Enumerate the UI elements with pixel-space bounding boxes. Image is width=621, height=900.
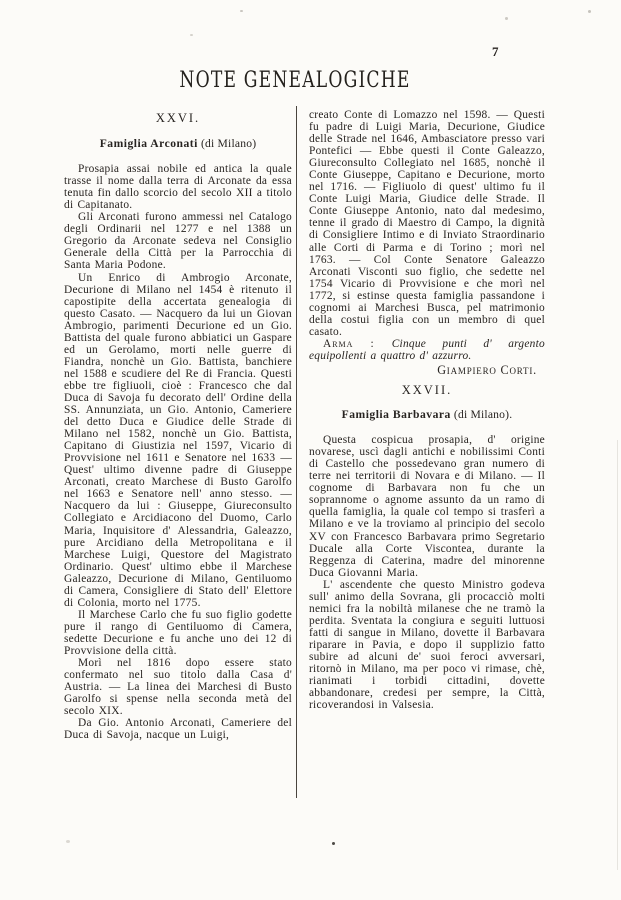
scan-speck <box>190 34 193 36</box>
paragraph: Morì nel 1816 dopo essere stato confermato nel suo titolo dalla Casa d' Austria. — La linea dei Marchesi di Busto Garolfo si spense nella seconda metà del secolo XIX. <box>64 657 292 718</box>
arma-paragraph <box>309 338 545 362</box>
column-divider <box>296 106 297 798</box>
scan-speck <box>66 840 70 843</box>
right-column <box>309 109 545 711</box>
page-title: NOTE GENEALOGICHE <box>179 68 411 93</box>
family-heading-barbavara <box>309 409 545 421</box>
author-signature: Giampiero Corti. <box>437 362 537 377</box>
paragraph: Da Gio. Antonio Arconati, Cameriere del Duca di Savoja, nacque un Luigi, <box>64 717 292 742</box>
continuation-paragraph: creato Conte di Lomazzo nel 1598. — Questi fu padre di Luigi Maria, Decurione, Giudice delle Strade nel 1646, Ambasciatore presso vari Pontefici — Ebbe questi il Conte Galeazzo, Giureconsulto Collegiato nel 1685, nonchè il Conte Giuseppe, Capitano e Decurione, morto nel 1716. — Figliuolo di quest' ultimo fu il Conte Luigi Maria, Giudice delle Strade. Il Conte Giuseppe Antonio, nato dal medesimo, tenne il grado di Maestro di Campo, la dignità di Consigliere Intimo e di Inviato Straordinario alle Corti di Parma e di Torino ; morì nel 1763. — Col Conte Senatore Galeazzo Arconati Visconti suo figlio, che sedette nel 1754 Vicario di Provvisione e che morì nel 1772, si estinse questa famiglia passandone i cognomi ai Marchesi Busca, pel matrimonio della costui figlia con un membro di quel casato. <box>309 109 545 338</box>
paragraph: Prosapia assai nobile ed antica la quale trasse il nome dalla terra di Arconate da essa tenuta fin dallo scorcio del secolo XII a titolo di Capitanato. <box>64 163 292 212</box>
family-heading-arconati <box>64 138 292 150</box>
paragraph: Gli Arconati furono ammessi nel Catalogo degli Ordinarii nel 1277 e nel 1388 un Gregorio da Arconate sedeva nel Consiglio Generale della Città per la Parrocchia di Santa Maria Podone. <box>64 211 292 272</box>
paragraph: Un Enrico di Ambrogio Arconate, Decurione di Milano nel 1454 è ritenuto il capostipite della accertata genealogia di questo Casato. — Nacquero da lui un Giovan Ambrogio, parimenti Decurione ed un Gio. Battista del quale furono abbiatici un Gaspare ed un Gerolamo, morti nelle guerre di Fiandra, nonchè un Gio. Battista, banchiere nel 1588 e scudiere del Re di Francia. Questi ebbe tre figliuoli, cioè : Francesco che dal Duca di Savoja fu decorato dell' Ordine della SS. Annunziata, un Gio. Antonio, Cameriere del detto Duca e Giudice delle Strade di Milano nel 1582, nonchè un Gio. Battista, Capitano di Giustizia nel 1597, Vicario di Provvisione nel 1611 e Senatore nel 1633 — Quest' ultimo divenne padre di Giuseppe Arconati, creato Marchese di Busto Garolfo nel 1663 e Senatore nell' anno stesso. — Nacquero da lui : Giuseppe, Giureconsulto Collegiato e Arcidiacono del Duomo, Carlo Maria, Inquisitore d' Alessandria, Galeazzo, pure Arcidiano della Metropolitana e il Marchese Luigi, Questore del Magistrato Ordinario. Quest' ultimo ebbe il Marchese Galeazzo, Decurione di Milano, Gentiluomo di Camera, Consigliere di Stato dell' Elettore di Colonia, morto nel 1775. <box>64 271 292 609</box>
arma-text: Cinque punti d' argento equipollenti a quattro d' azzurro. <box>309 337 545 362</box>
section-number-xxvi: XXVI. <box>155 111 201 125</box>
scan-speck <box>240 10 243 12</box>
scan-speck <box>505 17 508 20</box>
family-name: Famiglia Arconati <box>99 137 198 151</box>
paragraph: Il Marchese Carlo che fu suo figlio godette pure il rango di Gentiluomo di Camera, sedette Decurione e fu anche uno dei 12 di Provvisione della città. <box>64 608 292 657</box>
page-number: 7 <box>492 44 499 59</box>
paragraph: L' ascendente che questo Ministro godeva sull' animo della Sovrana, gli procacciò molti nemici fra la nobiltà milanese che ne tramò la perdita. Sventata la congiura e seguiti luttuosi fatti di sangue in Milano, dovette il Barbavara riparare in Pavia, e dopo il supplizio fatto subire ad alcuni de' suoi feroci avversari, ritornò in Milano, ma per poco vi rimase, chè, rianimati i torbidi cittadini, dovette abbandonare, credesi per sempre, la Città, ricoverandosi in Valsesia. <box>309 578 545 712</box>
scan-speck <box>332 842 335 845</box>
family-origin: (di Milano) <box>197 137 257 151</box>
family-name: Famiglia Barbavara <box>341 408 451 422</box>
arma-label: Arma : <box>323 337 392 350</box>
family-origin: (di Milano). <box>450 408 513 422</box>
section-number-xxvii: XXVII. <box>401 383 453 398</box>
page-edge-shadow <box>617 440 618 870</box>
scan-speck <box>588 10 591 13</box>
left-column <box>64 110 292 741</box>
paragraph: Questa cospicua prosapia, d' origine novarese, uscì dagli antichi e nobilissimi Conti di Castello che possedevano gran numero di terre nei territorii di Novara e di Milano. — Il cognome di Barbavara non fu che un soprannome o agnome assunto da un ramo di quella famiglia, la quale col tempo si trasferì a Milano e ve la troviamo al principio del secolo XV con Francesco Barbavara primo Segretario Ducale alla Corte Viscontea, durante la Reggenza di Caterina, madre del minorenne Duca Giovanni Maria. <box>309 434 545 579</box>
